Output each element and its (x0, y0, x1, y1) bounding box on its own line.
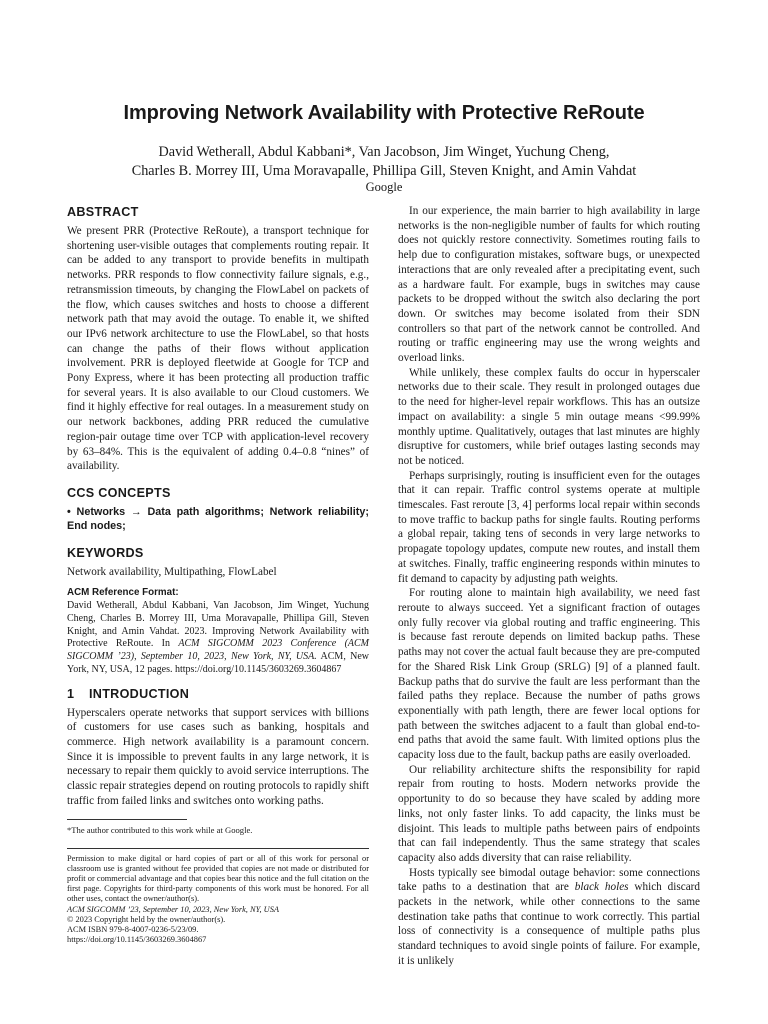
right-column (398, 204, 700, 969)
acm-reference-part-a: David Wetherall, Abdul Kabbani, Van Jacobson, Jim Winget, Yuchung Cheng, Charles B. Morrey III, Uma Moravapalle, Phillipa Gill, Steven Knight, and Amin Vahdat. 2023. Improving Network Availability with Protective ReRoute. In (67, 600, 369, 650)
section-title: INTRODUCTION (89, 686, 190, 701)
paragraph-3: Perhaps surprisingly, routing is insufficient even for the outages that it can repair. Traffic control systems operate at multiple timescales. Fast reroute [3, 4] performs local repair within seconds to move traffic to backup paths for single faults. Routing performs a global repair, taking tens of seconds in very large networks to propagate topology updates, compute new routes, and install them at switches. Finally, traffic engineering responds within minutes to fit demand to capacity by adjusting path weights. (398, 469, 700, 585)
acm-reference-heading: ACM Reference Format: (67, 586, 179, 598)
authors-line-1: David Wetherall, Abdul Kabbani*, Van Jacobson, Jim Winget, Yuchung Cheng, (158, 144, 610, 160)
paragraph-6: Hosts typically see bimodal outage behavior: some connections take paths to a destination that are black holes which discard packets in the network, while other connections to the same destination take paths that continue to work correctly. This partial loss of connectivity is a consequence of multiple paths plus standard techniques to avoid single points of failure. For example, it is unlikely (398, 866, 700, 967)
paper-title: Improving Network Availability with Protective ReRoute (123, 102, 645, 124)
section-number: 1 (67, 686, 75, 701)
ccs-bullet: • (67, 505, 71, 518)
keywords-text: Network availability, Multipathing, FlowLabel (67, 565, 277, 578)
permission-venue: ACM SIGCOMM ’23, September 10, 2023, New York, NY, USA (67, 904, 280, 914)
ccs-heading: CCS CONCEPTS (67, 485, 171, 500)
acm-reference-venue: ACM SIGCOMM 2023 Conference (ACM SIGCOMM ’23), September 10, 2023, New York, NY, USA. (67, 638, 370, 663)
paragraph-4: For routing alone to maintain high availability, we need fast reroute to always succeed. Yet a significant fraction of outages only fully recover via global routing and traffic engineering. This is because fast reroute depends on limited backup paths. These paths may not cover the actual fault because they are pre-computed for the Shared Risk Link Group (SRLG) [9] of a planned fault. Backup paths that do survive the fault are less performant than the failed paths they replace. Because the number of paths grows exponentially with path length, there are fewer local options for path between the switches adjacent to a fault than global end-to-end paths that avoid the same fault. With limited options plus the capacity loss due to the fault, backup paths are easily overloaded. (398, 587, 700, 762)
abstract-heading: ABSTRACT (67, 205, 139, 219)
permission-block (67, 854, 369, 946)
footnote: *The author contributed to this work while at Google. (67, 824, 253, 835)
arrow-right-icon: → (130, 505, 142, 518)
intro-text: Hyperscalers operate networks that support services with billions of customers for use cases such as banking, hospitals and commerce. High network availability is a paramount concern. Since it is impossible to prevent faults in any large network, it is necessary to repair them quickly to avoid service interruptions. The classic repair strategies depend on routing protocols to rapidly shift traffic from failed links and switches onto working paths. (67, 706, 369, 807)
ccs-networks: Networks (76, 505, 126, 518)
footnote-rule (67, 819, 187, 820)
author-list (0, 143, 768, 181)
left-column (67, 204, 369, 945)
acm-reference-part-b: ACM, New York, NY, USA, 12 pages. https://doi.org/10.1145/3603269.3604867 (67, 651, 369, 675)
acm-reference-text (67, 600, 369, 676)
paragraph-2: While unlikely, these complex faults do occur in hyperscaler networks due to their scale. They result in prolonged outages due to the need for higher-level repair workflows. This has an outsize impact on availability: a single 5 min outage means <99.99% monthly uptime. Qualitatively, outages that last minutes are highly disruptive for customers, while brief outages lasting seconds may not be noticed. (398, 366, 700, 467)
permission-doi[interactable]: https://doi.org/10.1145/3603269.3604867 (67, 935, 207, 945)
black-holes-term: black holes (574, 881, 629, 894)
paragraph-1: In our experience, the main barrier to high availability in large networks is the non-negligible number of faults for which routing does not quickly restore connectivity. Sometimes routing fails to help due to configuration mistakes, software bugs, or unexpected interactions that are only revealed after a precipitating event, such as a hardware fault. For example, bugs in switches may cause packets to be dropped without the switch also declaring the port down. Or switches may become isolated from their SDN controllers so that part of the network cannot be controlled. And routing or traffic engineering may use the wrong weights and overload links. (398, 205, 700, 365)
permission-copyright: © 2023 Copyright held by the owner/author(s). (67, 914, 226, 924)
ccs-terms: Data path algorithms; Network reliability; End nodes; (67, 505, 370, 533)
abstract-text: We present PRR (Protective ReRoute), a transport technique for shortening user-visible outages that complements routing repair. It can be added to any transport to provide benefits in multipath networks. PRR responds to flow connectivity failure signals, e.g., retransmission timeouts, by changing the FlowLabel on packets of the flow, which causes switches and hosts to choose a different network path that may avoid the outage. To enable it, we shifted our IPv6 network architecture to use the FlowLabel, so that hosts can change the paths of their flows without application involvement. PRR is deployed fleetwide at Google for TCP and Pony Express, where it has been protecting all production traffic for several years. It is also available to our Cloud customers. We find it highly effective for real outages. In a measurement study on our network backbones, adding PRR reduced the cumulative region-pair outage time over TCP with application-level recovery by 63–84%. This is the equivalent of adding 0.4–0.8 “nines” of availability. (67, 225, 369, 473)
permission-isbn: ACM ISBN 979-8-4007-0236-5/23/09. (67, 924, 199, 934)
paragraph-5: Our reliability architecture shifts the responsibility for rapid repair from routing to hosts. Modern networks provide the opportunity to do so because they have scaled by adding more links, not only faster links. To add capacity, the links must be disjoint. This leads to multiple paths between pairs of endpoints that can fail independently. Thus the same strategy that scales capacity also adds diversity that can raise reliability. (398, 763, 700, 864)
permission-rule (67, 848, 369, 849)
ccs-concepts (67, 505, 369, 534)
affiliation: Google (365, 180, 403, 194)
intro-heading (67, 686, 369, 702)
keywords-heading: KEYWORDS (67, 545, 144, 560)
permission-text: Permission to make digital or hard copies of part or all of this work for personal or classroom use is granted without fee provided that copies are not made or distributed for profit or commercial advantage and that copies bear this notice and the full citation on the first page. Copyrights for third-party components of this work must be honored. For all other uses, contact the owner/author(s). (67, 853, 369, 904)
authors-line-2: Charles B. Morrey III, Uma Moravapalle, Phillipa Gill, Steven Knight, and Amin Vahdat (131, 163, 637, 179)
